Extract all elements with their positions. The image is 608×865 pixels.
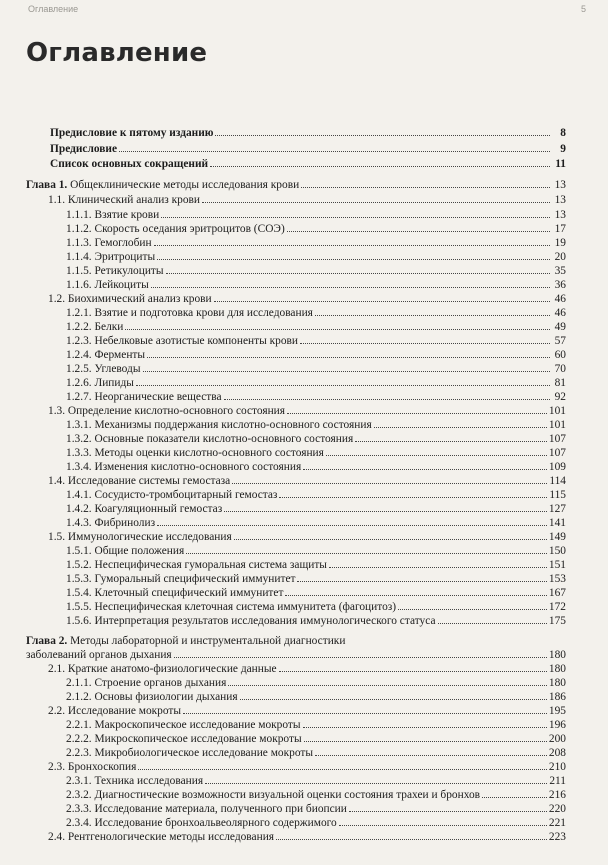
toc-entry-title	[48, 704, 181, 718]
toc-entry-title	[66, 732, 302, 746]
dot-leader	[232, 474, 547, 484]
dot-leader	[339, 816, 547, 826]
running-header-page-number: 5	[580, 4, 586, 14]
dot-leader	[138, 760, 547, 770]
toc-page-number: 19	[554, 237, 566, 249]
toc-entry-title	[48, 404, 285, 418]
toc-entry[interactable]	[50, 157, 566, 171]
toc-entry-text: 2.2.3. Микробиологическое исследование мокроты	[66, 747, 314, 759]
toc-entry-title	[66, 488, 277, 502]
toc-entry-title	[66, 390, 222, 404]
toc-entry-title	[66, 222, 285, 236]
dot-leader	[234, 530, 547, 540]
toc-entry-title	[66, 250, 155, 264]
dot-leader	[215, 126, 550, 136]
toc-entry[interactable]	[66, 362, 566, 376]
toc-page-number: 35	[554, 265, 566, 277]
dot-leader	[287, 404, 547, 414]
toc-page-number: 8	[560, 127, 566, 139]
toc-entry-title	[66, 334, 298, 348]
toc-page-number: 101	[548, 419, 566, 431]
toc-entry[interactable]	[66, 690, 566, 704]
toc-entry[interactable]	[66, 774, 566, 788]
toc-entry-title	[66, 718, 301, 732]
toc-entry-text: Предисловие	[50, 143, 118, 155]
toc-entry[interactable]	[66, 676, 566, 690]
dot-leader	[224, 502, 547, 512]
dot-leader	[326, 446, 547, 456]
toc-entry[interactable]	[48, 830, 566, 844]
toc-entry-text: 1.5.6. Интерпретация результатов исследования иммунологического статуса	[66, 615, 436, 627]
toc-page-number: 180	[548, 677, 566, 689]
toc-entry-title	[50, 126, 213, 140]
dot-leader	[349, 802, 547, 812]
toc-entry-title	[66, 278, 149, 292]
toc-entry[interactable]	[26, 648, 566, 662]
toc-entry[interactable]	[50, 126, 566, 140]
toc-entry-text: 1.2.5. Углеводы	[66, 363, 141, 375]
dot-leader	[240, 690, 547, 700]
toc-page-number: 60	[554, 349, 566, 361]
toc-page-number: 175	[548, 615, 566, 627]
toc-entry-text: Предисловие к пятому изданию	[50, 127, 214, 139]
toc-entry[interactable]	[50, 142, 566, 156]
toc-entry[interactable]	[66, 348, 566, 362]
toc-page-number: 101	[548, 405, 566, 417]
toc-entry[interactable]	[66, 572, 566, 586]
toc-entry-title	[66, 306, 313, 320]
toc-entry[interactable]	[26, 178, 566, 192]
dot-leader	[202, 193, 550, 203]
toc-page-number: 9	[560, 143, 566, 155]
toc-entry-text: 2.2.1. Макроскопическое исследование мокроты	[66, 719, 301, 731]
toc-entry-title	[66, 516, 155, 530]
toc-entry-title	[66, 544, 184, 558]
toc-entry[interactable]	[66, 558, 566, 572]
dot-leader	[285, 586, 546, 596]
toc-entry[interactable]	[48, 292, 566, 306]
toc-page-number: 107	[548, 447, 566, 459]
toc-entry[interactable]	[66, 390, 566, 404]
toc-entry-text: 2.4. Рентгенологические методы исследования	[48, 831, 275, 843]
toc-entry[interactable]	[66, 544, 566, 558]
toc-entry-title	[66, 432, 353, 446]
toc-entry[interactable]	[66, 586, 566, 600]
dot-leader	[210, 157, 550, 167]
toc-entry-title	[66, 614, 436, 628]
toc-entry[interactable]	[66, 320, 566, 334]
toc-entry[interactable]	[66, 600, 566, 614]
toc-entry[interactable]	[66, 614, 566, 628]
toc-entry-text: 1.1.4. Эритроциты	[66, 251, 156, 263]
toc-entry-title	[66, 460, 301, 474]
toc-entry-title	[48, 474, 230, 488]
toc-page-number: 114	[549, 475, 566, 487]
dot-leader	[315, 746, 547, 756]
toc-page-number: 49	[554, 321, 566, 333]
dot-leader	[224, 390, 550, 400]
toc-entry[interactable]	[66, 788, 566, 802]
toc-entry-text: 1.4. Исследование системы гемостаза	[48, 475, 231, 487]
toc-entry-text: 1.1.6. Лейкоциты	[66, 279, 149, 291]
dot-leader	[125, 320, 550, 330]
toc-entry[interactable]	[66, 802, 566, 816]
dot-leader	[300, 334, 550, 344]
chapter-label: Глава 1.	[26, 179, 68, 191]
toc-entry-title	[66, 264, 164, 278]
toc-entry-title	[66, 586, 283, 600]
toc-entry-text: 2.1. Краткие анатомо-физиологические данные	[48, 663, 277, 675]
toc-page-number: 13	[554, 209, 566, 221]
toc-entry[interactable]	[66, 236, 566, 250]
toc-entry[interactable]	[66, 222, 566, 236]
toc-entry-text: 2.2.2. Микроскопическое исследование мокроты	[66, 733, 302, 745]
dot-leader	[301, 178, 550, 188]
toc-entry[interactable]	[48, 474, 566, 488]
toc-entry-title	[66, 502, 222, 516]
dot-leader	[279, 488, 547, 498]
toc-entry[interactable]	[26, 634, 566, 648]
toc-entry-title	[66, 676, 226, 690]
toc-entry[interactable]	[48, 662, 566, 676]
toc-entry-title	[66, 572, 295, 586]
page-title: Оглавление	[26, 38, 208, 68]
toc-page-number: 115	[549, 489, 566, 501]
toc-entry-title	[66, 816, 337, 830]
toc-entry-title	[48, 760, 136, 774]
toc-entry[interactable]	[66, 250, 566, 264]
toc-entry-title	[66, 600, 396, 614]
toc-entry-text: 1.1.1. Взятие крови	[66, 209, 160, 221]
dot-leader	[304, 732, 547, 742]
dot-leader	[303, 460, 547, 470]
toc-entry[interactable]	[66, 208, 566, 222]
dot-leader	[161, 208, 550, 218]
toc-page-number: 107	[548, 433, 566, 445]
toc-entry-text: Методы лабораторной и инструментальной диагностики	[70, 635, 346, 647]
toc-page-number: 57	[554, 335, 566, 347]
chapter-label: Глава 2.	[26, 635, 68, 647]
toc-page-number: 11	[555, 158, 566, 170]
toc-entry[interactable]	[48, 704, 566, 718]
dot-leader	[276, 830, 547, 840]
toc-page-number: 208	[548, 747, 566, 759]
toc-page-number: 81	[554, 377, 566, 389]
dot-leader	[143, 362, 551, 372]
toc-entry-text: 1.1.5. Ретикулоциты	[66, 265, 164, 277]
dot-leader	[315, 306, 550, 316]
toc-entry-title	[66, 788, 480, 802]
toc-entry-text: 1.5.1. Общие положения	[66, 545, 185, 557]
toc-entry[interactable]	[48, 193, 566, 207]
toc-entry[interactable]	[66, 516, 566, 530]
toc-entry[interactable]	[66, 334, 566, 348]
toc-page-number: 216	[548, 789, 566, 801]
toc-page-number: 13	[554, 179, 566, 191]
toc-entry[interactable]	[66, 460, 566, 474]
dot-leader	[279, 662, 547, 672]
toc-entry-text: 1.5. Иммунологические исследования	[48, 531, 232, 543]
toc-entry-text: 1.2.2. Белки	[66, 321, 124, 333]
toc-entry-title	[66, 376, 134, 390]
toc-entry-text: 1.5.2. Неспецифическая гуморальная система защиты	[66, 559, 327, 571]
dot-leader	[174, 648, 547, 658]
toc-entry-text: 2.3. Бронхоскопия	[48, 761, 137, 773]
toc-entry-title	[66, 236, 152, 250]
toc-entry[interactable]	[66, 488, 566, 502]
toc-entry-text: 2.2. Исследование мокроты	[48, 705, 182, 717]
dot-leader	[287, 222, 550, 232]
toc-entry[interactable]	[66, 502, 566, 516]
toc-entry[interactable]	[48, 530, 566, 544]
dot-leader	[136, 376, 550, 386]
toc-entry-text: 1.5.4. Клеточный специфический иммунитет	[66, 587, 284, 599]
toc-page-number: 172	[548, 601, 566, 613]
toc-entry-text: 1.3.4. Изменения кислотно-основного состояния	[66, 461, 302, 473]
toc-page-number: 223	[548, 831, 566, 843]
toc-entry[interactable]	[66, 418, 566, 432]
toc-entry[interactable]	[48, 404, 566, 418]
toc-page-number: 150	[548, 545, 566, 557]
toc-entry-title	[50, 142, 117, 156]
toc-entry-text: 1.4.2. Коагуляционный гемостаз	[66, 503, 223, 515]
toc-entry[interactable]	[66, 746, 566, 760]
dot-leader	[303, 718, 547, 728]
toc-page-number: 127	[548, 503, 566, 515]
toc-entry-text: 1.2.1. Взятие и подготовка крови для исследования	[66, 307, 313, 319]
toc-entry-title	[50, 157, 208, 171]
toc-page-number: 141	[548, 517, 566, 529]
toc-entry-title	[26, 178, 299, 192]
toc-entry-title	[48, 193, 200, 207]
dot-leader	[157, 516, 547, 526]
toc-entry[interactable]	[66, 432, 566, 446]
toc-entry-text: 1.3. Определение кислотно-основного состояния	[48, 405, 286, 417]
toc-entry-title	[26, 648, 172, 662]
toc-entry-title	[48, 292, 212, 306]
toc-entry-title	[66, 746, 313, 760]
dot-leader	[355, 432, 547, 442]
toc-entry[interactable]	[66, 732, 566, 746]
toc-entry-text: 1.3.2. Основные показатели кислотно-основного состояния	[66, 433, 354, 445]
toc-entry-title	[66, 208, 159, 222]
toc-entry-text: 1.5.3. Гуморальный специфический иммунитет	[66, 573, 296, 585]
toc-entry-text: 1.2.7. Неорганические вещества	[66, 391, 222, 403]
toc-entry-text: 1.2.6. Липиды	[66, 377, 134, 389]
toc-entry-title	[66, 348, 145, 362]
toc-page-number: 36	[554, 279, 566, 291]
toc-page-number: 46	[554, 293, 566, 305]
toc-entry-text: Общеклинические методы исследования крови	[70, 179, 300, 191]
dot-leader	[214, 292, 550, 302]
toc-entry-title	[66, 802, 347, 816]
toc-entry-text: 1.2.3. Небелковые азотистые компоненты крови	[66, 335, 298, 347]
dot-leader	[147, 348, 550, 358]
toc-entry-text: 2.1.2. Основы физиологии дыхания	[66, 691, 238, 703]
running-header-title: Оглавление	[28, 4, 79, 14]
toc-page-number: 200	[548, 733, 566, 745]
toc-page-number: 70	[554, 363, 566, 375]
toc-entry-text: заболеваний органов дыхания	[26, 649, 172, 661]
toc-entry[interactable]	[66, 718, 566, 732]
dot-leader	[398, 600, 547, 610]
toc-entry-title	[48, 530, 232, 544]
toc-page-number: 17	[554, 223, 566, 235]
toc-entry-title	[66, 774, 203, 788]
dot-leader	[297, 572, 546, 582]
toc-entry-title	[26, 634, 345, 648]
toc-page-number: 195	[548, 705, 566, 717]
toc-entry[interactable]	[66, 816, 566, 830]
dot-leader	[157, 250, 550, 260]
toc-entry-text: 2.3.4. Исследование бронхоальвеолярного содержимого	[66, 817, 337, 829]
toc-page-number: 211	[549, 775, 566, 787]
toc-page-number: 180	[548, 649, 566, 661]
toc-entry-text: 2.3.3. Исследование материала, полученного при биопсии	[66, 803, 347, 815]
toc-entry[interactable]	[66, 306, 566, 320]
dot-leader	[166, 264, 550, 274]
dot-leader	[329, 558, 547, 568]
toc-entry[interactable]	[66, 264, 566, 278]
dot-leader	[154, 236, 550, 246]
dot-leader	[205, 774, 547, 784]
toc-page-number: 196	[548, 719, 566, 731]
dot-leader	[374, 418, 547, 428]
toc-page-number: 13	[554, 194, 566, 206]
toc-entry-text: 1.5.5. Неспецифическая клеточная система иммунитета (фагоцитоз)	[66, 601, 397, 613]
toc-entry[interactable]	[66, 446, 566, 460]
toc-entry-text: 1.4.3. Фибринолиз	[66, 517, 156, 529]
toc-entry-text: 1.2. Биохимический анализ крови	[48, 293, 212, 305]
toc-page-number: 210	[548, 761, 566, 773]
toc-entry-title	[66, 320, 123, 334]
toc-entry-text: 2.3.1. Техника исследования	[66, 775, 204, 787]
toc-entry-text: 2.3.2. Диагностические возможности визуальной оценки состояния трахеи и бронхов	[66, 789, 481, 801]
dot-leader	[151, 278, 550, 288]
dot-leader	[438, 614, 547, 624]
toc-entry-text: 1.4.1. Сосудисто-тромбоцитарный гемостаз	[66, 489, 278, 501]
toc-entry-text: 2.1.1. Строение органов дыхания	[66, 677, 227, 689]
toc-page-number: 92	[554, 391, 566, 403]
toc-entry-text: 1.2.4. Ферменты	[66, 349, 146, 361]
toc-page-number: 167	[548, 587, 566, 599]
toc-entry[interactable]	[66, 376, 566, 390]
toc-entry[interactable]	[48, 760, 566, 774]
toc-entry-text: 1.1. Клинический анализ крови	[48, 194, 201, 206]
dot-leader	[186, 544, 547, 554]
toc-page-number: 153	[548, 573, 566, 585]
toc-entry-title	[66, 418, 372, 432]
toc-entry-title	[66, 558, 327, 572]
toc-entry-title	[48, 662, 277, 676]
dot-leader	[183, 704, 547, 714]
dot-leader	[228, 676, 547, 686]
toc-entry-text: Список основных сокращений	[50, 158, 209, 170]
toc-page-number: 46	[554, 307, 566, 319]
toc-entry-text: 1.1.2. Скорость оседания эритроцитов (СОЭ)	[66, 223, 285, 235]
toc-page-number: 186	[548, 691, 566, 703]
toc-page-number: 20	[554, 251, 566, 263]
toc-entry-title	[66, 362, 141, 376]
toc-page-number: 180	[548, 663, 566, 675]
toc-entry-text: 1.3.1. Механизмы поддержания кислотно-основного состояния	[66, 419, 372, 431]
dot-leader	[119, 142, 550, 152]
toc-page-number: 149	[548, 531, 566, 543]
toc-page-number: 221	[548, 817, 566, 829]
toc-page-number: 109	[548, 461, 566, 473]
toc-entry-text: 1.1.3. Гемоглобин	[66, 237, 152, 249]
toc-page-number: 220	[548, 803, 566, 815]
toc-entry[interactable]	[66, 278, 566, 292]
toc-entry-title	[66, 690, 238, 704]
dot-leader	[482, 788, 547, 798]
toc-page-number: 151	[548, 559, 566, 571]
toc-entry-title	[48, 830, 274, 844]
toc-entry-text: 1.3.3. Методы оценки кислотно-основного состояния	[66, 447, 324, 459]
toc-entry-title	[66, 446, 324, 460]
